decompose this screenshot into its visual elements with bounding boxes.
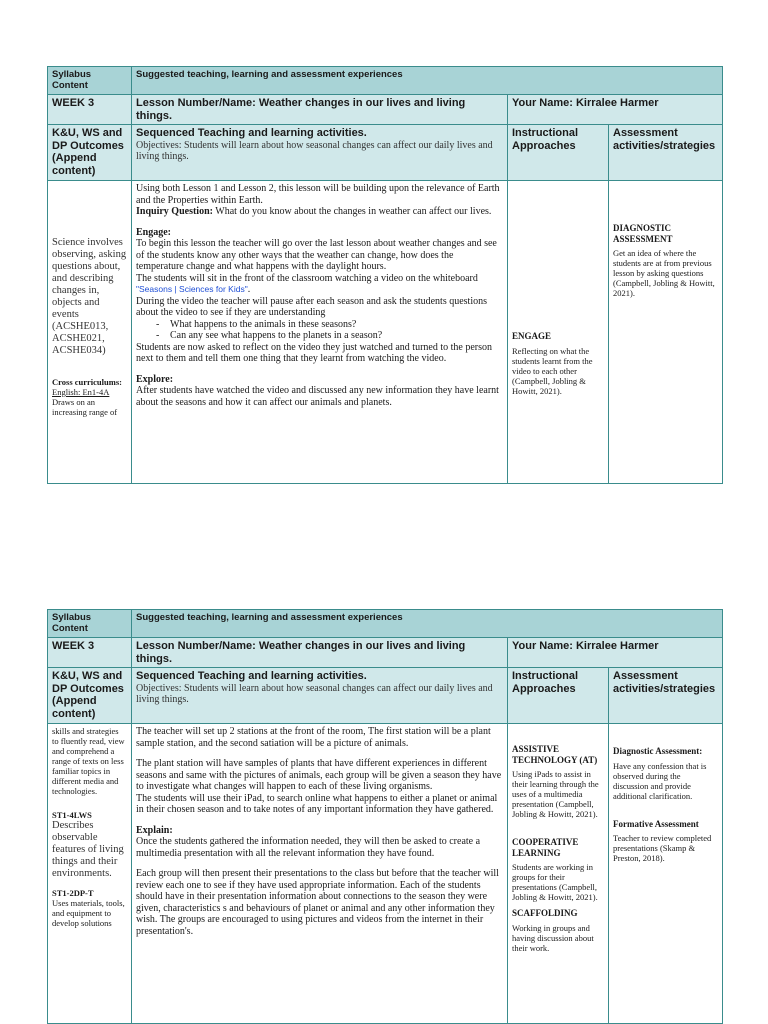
assessment-cell [609,181,723,484]
instructional-approaches-header: Instructional Approaches [508,668,609,724]
objectives-text: Objectives: Students will learn about how seasonal changes can affect our daily lives and living things. [136,139,493,162]
assessment-strategies-header: Assessment activities/strategies [609,125,723,181]
question-list [136,319,503,342]
explore-paragraph: After students have watched the video and discussed any new information they have learnt about the seasons and how it can affect our animals and planets. [136,385,499,408]
objectives-text: Objectives: Students will learn about how seasonal changes can affect our daily lives and living things. [136,682,493,705]
plant-station-paragraph: The plant station will have samples of plants that have different experiences in different seasons and same with the pictures of animals, each group will be given a season they have to investigate what changes will happen to each of these living organisms. [136,758,502,792]
explain-paragraph-1: Once the students gathered the information needed, they will then be asked to create a multimedia presentation with all the relevant information they have found. [136,836,481,859]
approach-at-text: Using iPads to assist in their learning through the uses of a multimedia presentation (Campbell, Jobling & Howitt, 2021). [512,769,599,819]
diagnostic-assessment-text: Get an idea of where the students are at from previous lesson by asking questions (Campbell, Jobling & Howitt, 2021). [613,248,715,298]
outcome-text: Science involves observing, asking questions about, and describing changes in, objects and events [52,237,127,320]
approach-engage-text: Reflecting on what the students learnt from the video to each other (Campbell, Jobling & Howitt, 2021). [512,345,593,396]
approach-at-title: ASSISTIVE TECHNOLOGY (AT) [512,744,598,765]
video-link[interactable]: "Seasons | Sciences for Kids" [136,284,248,294]
inquiry-label: Inquiry Question: [136,206,213,217]
engage-paragraph-1: To begin this lesson the teacher will go over the last lesson about weather changes and see of the students know any other ways that the weather can change, how does the temperature change and what happens with the daylight hours. [136,238,497,272]
instructional-approaches-header: Instructional Approaches [508,125,609,181]
assessment-strategies-header: Assessment activities/strategies [609,668,723,724]
sequenced-header: Sequenced Teaching and learning activities. [136,127,367,139]
outcome-code-dp-text: Uses materials, tools, and equipment to develop solutions [52,898,125,928]
outcome-codes: (ACSHE013, ACSHE021, ACSHE034) [52,321,109,356]
syllabus-content-header: Syllabus Content [48,67,132,95]
inquiry-text: What do you know about the changes in weather can affect our lives. [212,206,492,217]
engage-heading: Engage: [136,226,171,238]
sequenced-header-cell [132,668,508,724]
approaches-cell [508,724,609,1024]
diagnostic-assessment-title: Diagnostic Assessment: [613,746,703,756]
lesson-name: Lesson Number/Name: Weather changes in our lives and living things. [132,95,508,125]
cross-curriculum-text: Draws on an increasing range of [52,397,118,417]
engage-paragraph-3: During the video the teacher will pause after each season and ask the students questions about the video to see if they are understanding [136,295,488,318]
week-label: WEEK 3 [48,638,132,668]
inquiry-question [136,206,503,218]
outcome-code-lws: ST1-4LWS [52,810,92,820]
outcomes-cell [48,724,132,1024]
lesson-name: Lesson Number/Name: Weather changes in our lives and living things. [132,638,508,668]
outcomes-header: K&U, WS and DP Outcomes (Append content) [48,125,132,181]
activities-cell [132,724,508,1024]
engage-paragraph-4: Students are now asked to reflect on the video they just watched and turned to the person next to them and tell them one thing that they learnt from watching the video. [136,341,493,364]
author-name: Your Name: Kirralee Harmer [508,95,723,125]
explore-heading: Explore: [136,373,174,385]
outcomes-cell [48,181,132,484]
diagnostic-assessment-title: DIAGNOSTIC ASSESSMENT [613,223,673,244]
author-name: Your Name: Kirralee Harmer [508,638,723,668]
lesson-plan-table-2 [47,609,723,1024]
outcomes-header: K&U, WS and DP Outcomes (Append content) [48,668,132,724]
approach-cooperative-text: Students are working in groups for their presentations (Campbell, Jobling & Howitt, 2021). [512,862,598,902]
outcome-text: skills and strategies to fluently read, view and comprehend a range of texts on less familiar topics in different media and technologies. [52,726,125,796]
sequenced-header: Sequenced Teaching and learning activities. [136,670,367,682]
engage-text-2b: . [247,284,251,295]
diagnostic-assessment-text: Have any confession that is observed during the discussion and provide additional clarification. [613,760,707,801]
explain-paragraph-2: Each group will then present their presentations to the class but before that the teacher will review each one to see if they have used appropriate information. Each of the students should have in their presentation information about connections to the season they were given, characteristics s and behaviours of planet or animal and any other information they wish. The groups are encouraged to using pictures and videos from the internet in their presentation's. [136,868,499,937]
outcome-code-dp: ST1-2DP-T [52,888,94,898]
outcome-code-lws-text: Describes observable features of living things and their environments. [52,820,124,879]
approaches-cell [508,181,609,484]
engage-text-2a: The students will sit in the front of the classroom watching a video on the whiteboard [136,272,478,284]
question-item: - What happens to the animals in these seasons? [136,319,503,331]
approach-cooperative-title: COOPERATIVE LEARNING [512,837,579,858]
approach-engage-title: ENGAGE [512,331,552,341]
question-item: - Can any see what happens to the planets in a season? [136,330,503,342]
explain-heading: Explain: [136,824,173,836]
formative-assessment-text: Teacher to review completed presentations (Skamp & Preston, 2018). [613,833,712,863]
suggested-experiences-header: Suggested teaching, learning and assessment experiences [132,610,723,638]
intro-text: Using both Lesson 1 and Lesson 2, this lesson will be building upon the relevance of Earth and the Properties within Earth. [136,183,500,206]
lesson-plan-table-1 [47,66,723,484]
formative-assessment-title: Formative Assessment [613,818,699,829]
approach-scaffolding-title: SCAFFOLDING [512,908,578,918]
ipad-paragraph: The students will use their iPad, to search online what happens to either a planet or animal in their chosen season and to take notes of any important information they have gathered. [136,792,498,815]
cross-curriculum-label: Cross curriculums: [52,377,122,387]
syllabus-content-header: Syllabus Content [48,610,132,638]
week-label: WEEK 3 [48,95,132,125]
engage-paragraph-2 [136,273,503,296]
approach-scaffolding-text: Working in groups and having discussion about their work. [512,922,594,953]
cross-curriculum-link[interactable]: English: En1-4A [52,387,110,397]
activities-cell [132,181,508,484]
suggested-experiences-header: Suggested teaching, learning and assessment experiences [132,67,723,95]
sequenced-header-cell [132,125,508,181]
stations-paragraph: The teacher will set up 2 stations at the front of the room, The first station will be a plant sample station, and the second satiation will be a picture of animals. [136,726,491,749]
assessment-cell [609,724,723,1024]
